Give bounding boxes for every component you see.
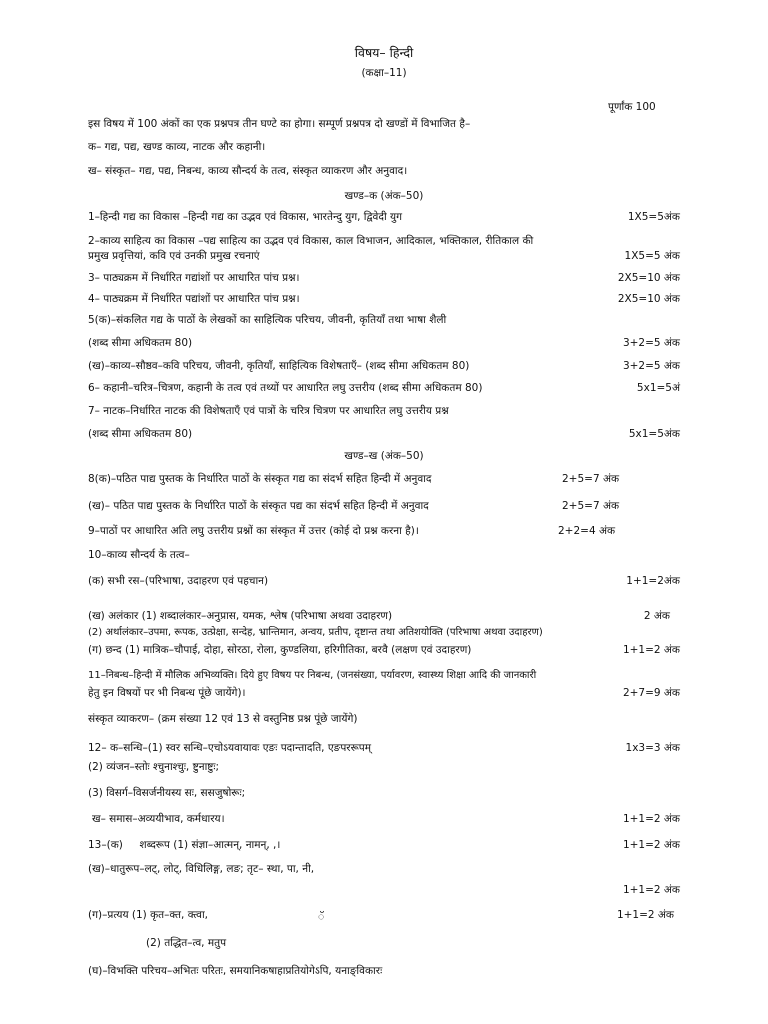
item-4: 4– पाठ्यक्रम में निर्धारित पद्यांशों पर आधारित पांच प्रश्न।: [88, 293, 300, 305]
section-b-heading: खण्ड–ख (अंक–50): [344, 450, 424, 462]
item-5b: (ख)–काव्य–सौष्ठव–कवि परिचय, जीवनी, कृतियाँ, साहित्यिक विशेषताएँ– (शब्द सीमा अधिकतम 80): [88, 360, 470, 372]
item-2: 2–काव्य साहित्य का विकास –पद्य साहित्य का उद्भव एवं विकास, काल विभाजन, आदिकाल, भक्तिकाल, रीतिकाल की: [88, 235, 534, 247]
item-12-3: (3) विसर्ग–विसर्जनीयस्य सः, ससजुषोरूः;: [88, 787, 246, 799]
section-a-heading: खण्ड–क (अंक–50): [344, 190, 424, 202]
item-2-marks: 1X5=5 अंक: [624, 250, 680, 262]
item-12b: ख– समास–अव्ययीभाव, कर्मधारय।: [92, 813, 225, 825]
item-13a-marks: 1+1=2 अंक: [622, 839, 680, 851]
item-8b-marks: 2+5=7 अंक: [562, 500, 620, 512]
item-3-marks: 2X5=10 अंक: [617, 272, 680, 284]
intro-line-1: इस विषय में 100 अंकों का एक प्रश्नपत्र तीन घण्टे का होगा। सम्पूर्ण प्रश्नपत्र दो खण्डों में विभाजित है–: [88, 118, 471, 130]
item-12-marks: 1x3=3 अंक: [625, 742, 680, 754]
grammar-heading: संस्कृत व्याकरण– (क्रम संख्या 12 एवं 13 से वस्तुनिष्ठ प्रश्न पूंछे जायेंगे): [88, 713, 358, 725]
item-6-marks: 5x1=5अं: [636, 382, 680, 394]
item-8a: 8(क)–पठित पाद्य पुस्तक के निर्धारित पाठों के संस्कृत गद्य का संदर्भ सहित हिन्दी में अनुवाद: [88, 473, 432, 485]
item-13c-marks: 1+1=2 अंक: [616, 909, 674, 921]
intro-line-3: ख– संस्कृत– गद्य, पद्य, निबन्ध, काव्य सौन्दर्य के तत्व, संस्कृत व्याकरण और अनुवाद।: [88, 165, 408, 177]
item-13b: (ख)–धातुरूप–लट्, लोट्, विधिलिङ्ग, लङ; तृट– स्था, पा, नी,: [88, 863, 315, 875]
item-13b-marks: 1+1=2 अंक: [622, 884, 680, 896]
item-10c: (ग) छन्द (1) मात्रिक–चौपाई, दोहा, सोरठा, रोला, कुण्डलिया, हरिगीतिका, बरवै (लक्षण एवं उदाहरण): [88, 644, 472, 656]
item-12: 12– क–सन्धि–(1) स्वर सन्धि–एचोऽयवायावः एङः पदान्तादति, एङपररूपम्: [88, 742, 372, 754]
item-10: 10–काव्य सौन्दर्य के तत्व–: [88, 549, 190, 561]
item-11: 11–निबन्ध–हिन्दी में मौलिक अभिव्यक्ति। दिये हुए विषय पर निबन्ध, (जनसंख्या, पर्यावरण, स्वास्थ्य शिक्षा आदि की जानकारी: [88, 670, 537, 681]
item-5a-marks: 3+2=5 अंक: [622, 337, 680, 349]
item-13c-mark: ॅ: [318, 911, 325, 923]
item-3: 3– पाठ्यक्रम में निर्धारित गद्यांशों पर आधारित पांच प्रश्न।: [88, 272, 300, 284]
item-5a: 5(क)–संकलित गद्य के पाठों के लेखकों का साहित्यिक परिचय, जीवनी, कृतियाँ तथा भाषा शैली: [88, 314, 447, 326]
item-9: 9–पाठों पर आधारित अति लघु उत्तरीय प्रश्नों का संस्कृत में उत्तर (कोई दो प्रश्न करना है)।: [88, 525, 419, 537]
item-7-marks: 5x1=5अंक: [628, 428, 680, 440]
item-10a-marks: 1+1=2अंक: [626, 575, 680, 587]
item-11-marks: 2+7=9 अंक: [622, 687, 680, 699]
item-13a: 13–(क) शब्दरूप (1) संज्ञा–आत्मन्, नामन्, ,।: [88, 839, 281, 851]
intro-line-2: क– गद्य, पद्य, खण्ड काव्य, नाटक और कहानी।: [88, 141, 266, 153]
item-13c-2: (2) तद्धित–त्व, मतुप: [146, 937, 227, 949]
full-marks: पूर्णांक 100: [608, 101, 656, 113]
item-9-marks: 2+2=4 अंक: [558, 525, 616, 537]
item-13d: (घ)–विभक्ति परिचय–अभितः परितः, समयानिकषाहाप्रतियोगेऽपि, यनाङ्विकारः: [88, 965, 383, 977]
item-7: 7– नाटक–निर्धारित नाटक की विशेषताएँ एवं पात्रों के चरित्र चित्रण पर आधारित लघु उत्तरीय प्रश्न: [88, 405, 449, 417]
page-title: विषय– हिन्दी: [354, 45, 414, 60]
item-11-line-2: हेतु इन विषयों पर भी निबन्ध पूंछे जायेंगे)।: [88, 687, 246, 699]
item-1-marks: 1X5=5अंक: [627, 211, 680, 223]
item-8b: (ख)– पठित पाद्य पुस्तक के निर्धारित पाठों के संस्कृत पद्य का संदर्भ सहित हिन्दी में अनुवाद: [88, 500, 429, 512]
item-12b-marks: 1+1=2 अंक: [622, 813, 680, 825]
item-1: 1–हिन्दी गद्य का विकास –हिन्दी गद्य का उद्भव एवं विकास, भारतेन्दु युग, द्विवेदी युग: [88, 211, 403, 223]
item-10b: (ख) अलंकार (1) शब्दालंकार–अनुप्रास, यमक, श्लेष (परिभाषा अथवा उदाहरण): [88, 610, 393, 622]
item-5b-marks: 3+2=5 अंक: [622, 360, 680, 372]
item-6: 6– कहानी–चरित्र–चित्रण, कहानी के तत्व एवं तथ्यों पर आधारित लघु उत्तरीय (शब्द सीमा अधिकतम 80): [88, 382, 483, 394]
item-10a: (क) सभी रस–(परिभाषा, उदाहरण एवं पहचान): [88, 575, 269, 587]
class-label: (कक्षा–11): [361, 67, 407, 79]
item-12-2: (2) व्यंजन–स्तोः श्चुनाश्चुः, ष्टुनाष्टुः;: [88, 761, 220, 773]
item-8a-marks: 2+5=7 अंक: [562, 473, 620, 485]
item-10c-marks: 1+1=2 अंक: [622, 644, 680, 656]
item-10b-marks: 2 अंक: [643, 610, 670, 622]
item-5a-line-2: (शब्द सीमा अधिकतम 80): [88, 337, 193, 349]
item-2-line-2: प्रमुख प्रवृत्तियां, कवि एवं उनकी प्रमुख रचनाएं: [88, 250, 260, 262]
item-7-line-2: (शब्द सीमा अधिकतम 80): [88, 428, 193, 440]
item-4-marks: 2X5=10 अंक: [617, 293, 680, 305]
item-13c: (ग)–प्रत्यय (1) कृत–क्त, क्त्वा,: [88, 909, 208, 921]
item-10b-2: (2) अर्थालंकार–उपमा, रूपक, उत्प्रेक्षा, सन्देह, भ्रान्तिमान, अन्वय, प्रतीप, दृष्टान्त तथा अतिशयोक्ति (परिभाषा अथवा उदाहरण): [88, 627, 543, 638]
